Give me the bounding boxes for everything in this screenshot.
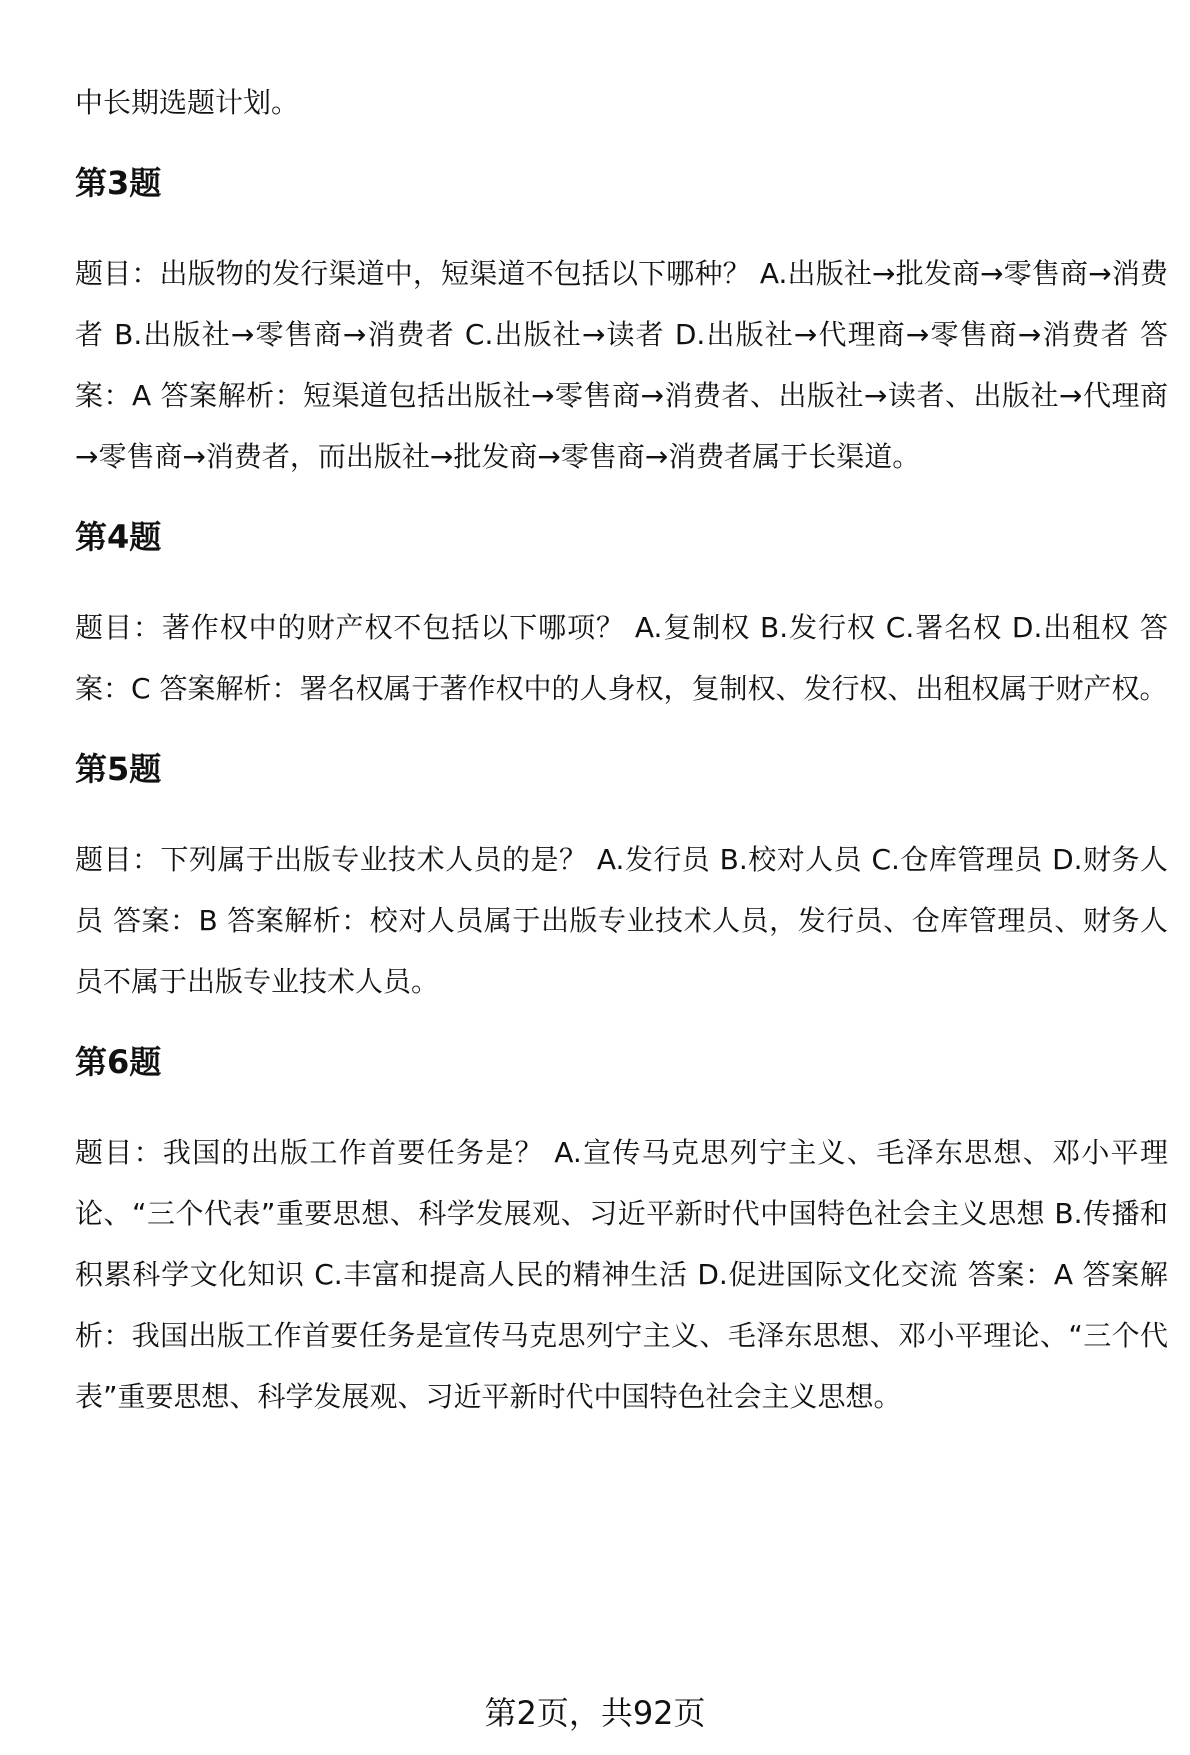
- question-heading: 第5题: [75, 750, 162, 788]
- page-number-footer: 第2页，共92页: [484, 1694, 706, 1732]
- question-text: 题目：我国的出版工作首要任务是？ A.宣传马克思列宁主义、毛泽东思想、邓小平理论、“三个代表”重要思想、科学发展观、习近平新时代中国特色社会主义思想 B.传播和积累科学文化知识 C.丰富和提高人民的精神生活 D.促进国际文化交流 答案：A 答案解析：我国出版工作首要任务是宣传马克思列宁主义、毛泽东思想、邓小平理论、“三个代表”重要思想、科学发展观、习近平新时代中国特色社会主义思想。: [75, 1136, 1168, 1413]
- question-3: [75, 133, 1168, 487]
- document-body: [75, 72, 1168, 1427]
- question-5: [75, 719, 1168, 1012]
- question-heading: 第6题: [75, 1043, 162, 1081]
- intro-paragraph: 中长期选题计划。: [75, 86, 300, 119]
- question-6: [75, 1012, 1168, 1427]
- question-text: 题目：著作权中的财产权不包括以下哪项？ A.复制权 B.发行权 C.署名权 D.出租权 答案：C 答案解析：署名权属于著作权中的人身权，复制权、发行权、出租权属于财产权。: [75, 611, 1168, 705]
- question-text: 题目：出版物的发行渠道中，短渠道不包括以下哪种？ A.出版社→批发商→零售商→消费者 B.出版社→零售商→消费者 C.出版社→读者 D.出版社→代理商→零售商→消费者 答案：A 答案解析：短渠道包括出版社→零售商→消费者、出版社→读者、出版社→代理商→零售商→消费者，而出版社→批发商→零售商→消费者属于长渠道。: [75, 257, 1168, 473]
- question-text: 题目：下列属于出版专业技术人员的是？ A.发行员 B.校对人员 C.仓库管理员 D.财务人员 答案：B 答案解析：校对人员属于出版专业技术人员，发行员、仓库管理员、财务人员不属于出版专业技术人员。: [75, 843, 1168, 998]
- question-heading: 第4题: [75, 518, 162, 556]
- question-4: [75, 487, 1168, 719]
- question-heading: 第3题: [75, 164, 162, 202]
